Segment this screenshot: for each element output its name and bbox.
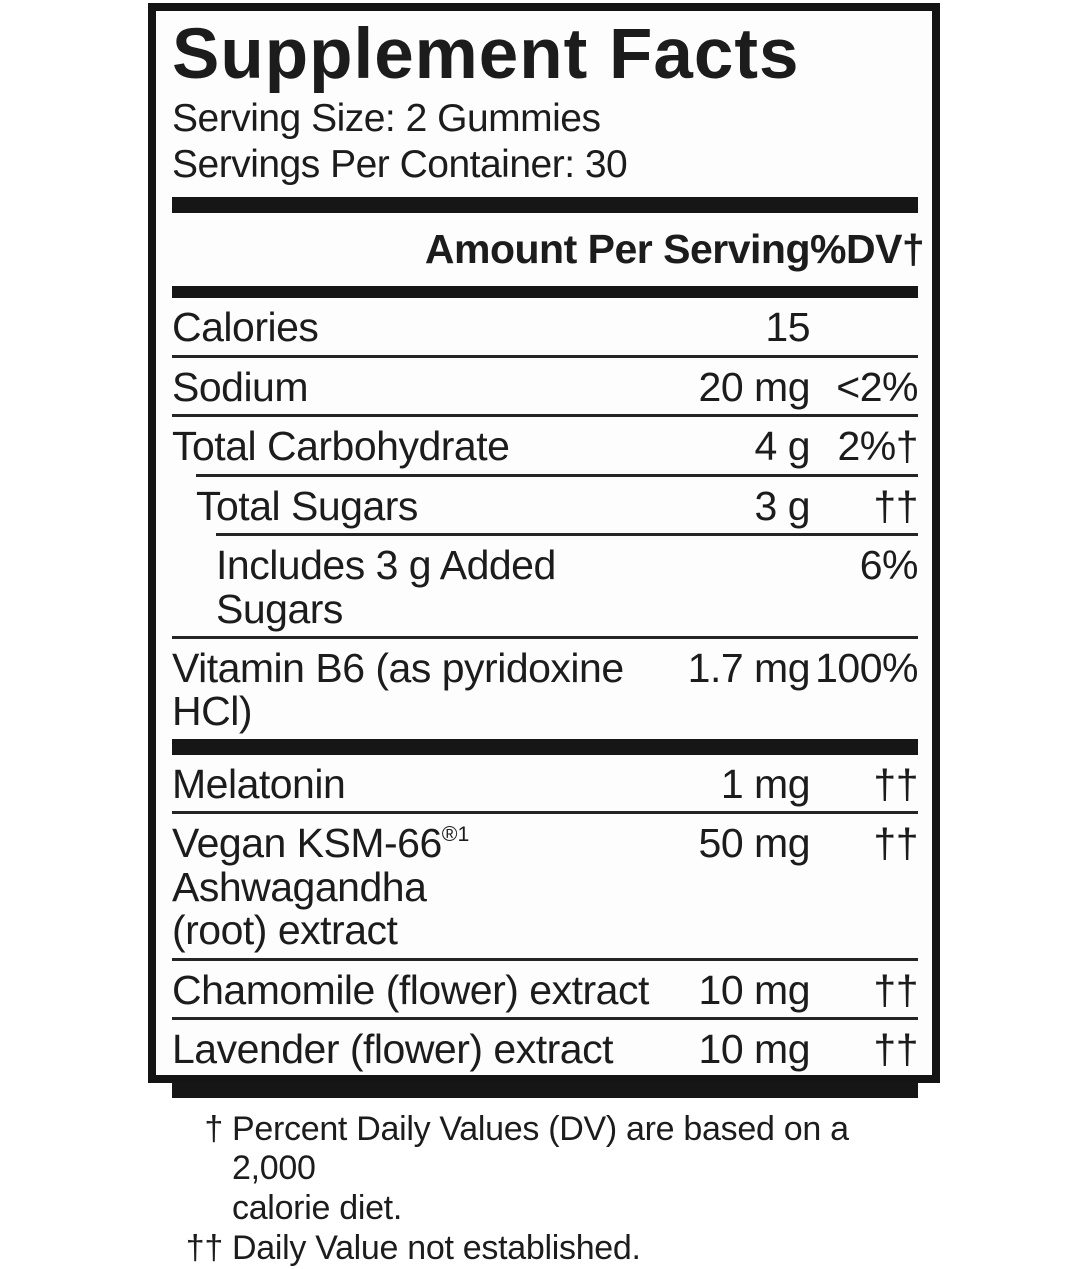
amount-per-serving-header: Amount Per Serving	[424, 226, 810, 273]
row-calories	[172, 298, 918, 354]
footnotes-section	[172, 1110, 918, 1269]
nutrient-dv: ††	[873, 1026, 918, 1073]
nutrient-name: Vitamin B6 (as pyridoxine HCl)	[172, 644, 624, 735]
nutrient-dv: 6%	[859, 542, 918, 589]
nutrient-name: Total Sugars	[196, 482, 418, 529]
row-total-sugars	[172, 477, 918, 533]
section-separator-thick-3	[172, 1082, 918, 1098]
nutrient-dv: ††	[873, 966, 918, 1013]
serving-size-line: Serving Size: 2 Gummies	[172, 97, 601, 140]
footnote-line: Percent Daily Values (DV) are based on a 2,000	[232, 1109, 849, 1188]
row-sodium	[172, 358, 918, 414]
row-vitamin-b6	[172, 639, 918, 739]
nutrient-name-text: Ashwagandha	[172, 863, 427, 910]
nutrient-amount: 15	[765, 304, 810, 351]
nutrient-name-text: Vegan KSM-66	[172, 820, 442, 867]
column-header-row	[172, 213, 925, 286]
nutrient-name: Includes 3 g Added Sugars	[216, 542, 556, 632]
footnote-text: Daily Value not established.	[232, 1228, 641, 1267]
nutrient-dv: ††	[873, 760, 918, 807]
footnote-daily-values	[172, 1110, 918, 1229]
section-separator-medium	[172, 286, 918, 298]
nutrient-amount: 20 mg	[698, 363, 810, 410]
nutrient-name: Melatonin	[172, 760, 346, 807]
row-chamomile	[172, 961, 918, 1017]
nutrient-amount: 10 mg	[698, 966, 810, 1013]
nutrient-amount: 1.7 mg	[687, 644, 810, 691]
nutrient-amount: 3 g	[754, 482, 810, 529]
nutrient-dv: ††	[873, 820, 918, 867]
nutrient-name	[172, 822, 650, 952]
section-separator-thick-1	[172, 197, 918, 213]
nutrient-name: Total Carbohydrate	[172, 423, 510, 470]
nutrient-amount: 4 g	[754, 423, 810, 470]
nutrient-dv: ††	[873, 482, 918, 529]
nutrient-amount: 1 mg	[720, 760, 810, 807]
section-separator-thick-2	[172, 739, 918, 755]
panel-title: Supplement Facts	[172, 15, 800, 94]
nutrient-name-line2: (root) extract	[172, 907, 398, 954]
row-melatonin	[172, 755, 918, 811]
nutrient-name: Calories	[172, 304, 319, 351]
double-dagger-symbol: ††	[185, 1228, 223, 1267]
servings-per-container-line: Servings Per Container: 30	[172, 142, 628, 186]
footnote-line: calorie diet.	[232, 1189, 402, 1228]
row-added-sugars	[172, 536, 918, 636]
nutrient-dv: <2%	[836, 363, 918, 410]
footnote-dv-not-established	[172, 1229, 918, 1269]
footnote-text	[232, 1110, 918, 1229]
nutrient-name: Sodium	[172, 363, 309, 410]
row-ashwagandha	[172, 814, 918, 957]
supplement-facts-panel	[148, 3, 940, 1267]
nutrient-dv: 100%	[815, 644, 918, 691]
nutrient-name: Chamomile (flower) extract	[172, 966, 649, 1013]
nutrient-amount: 50 mg	[698, 820, 810, 867]
dagger-symbol: †	[204, 1109, 223, 1148]
percent-dv-header: %DV†	[810, 226, 925, 273]
nutrient-name: Lavender (flower) extract	[172, 1026, 613, 1073]
row-lavender	[172, 1020, 918, 1076]
registered-trademark-superscript: ®1	[441, 822, 470, 847]
nutrient-dv: 2%†	[837, 423, 918, 470]
nutrient-amount: 10 mg	[698, 1026, 810, 1073]
row-total-carbohydrate	[172, 417, 918, 473]
